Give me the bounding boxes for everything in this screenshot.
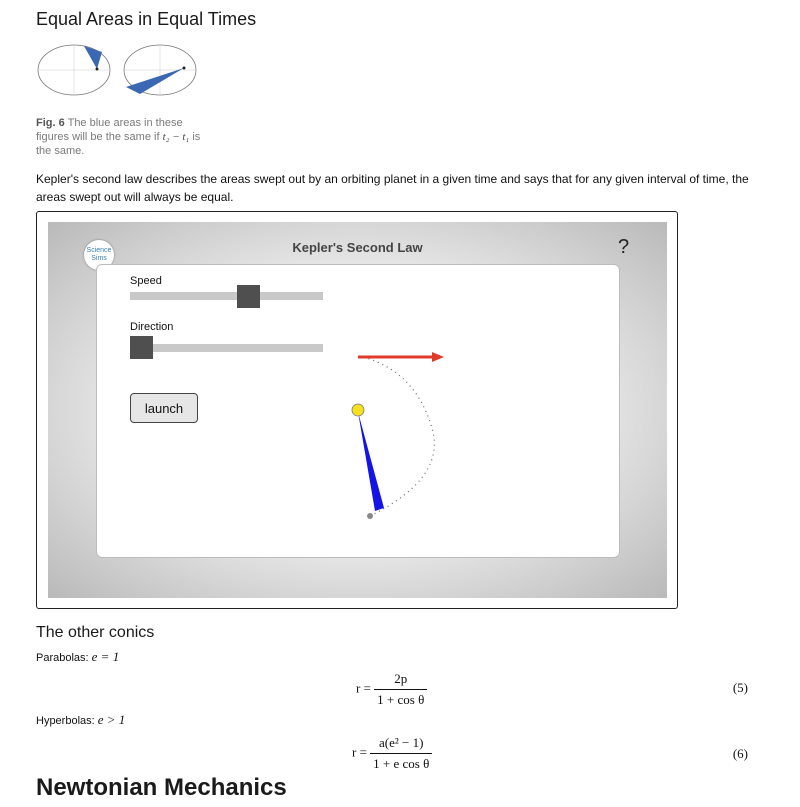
figure-caption [36, 116, 216, 158]
simulation-frame [36, 211, 678, 609]
planet-circle [352, 404, 364, 416]
eq5-numerator: 2p [374, 671, 427, 690]
ellipse-thumb-left [38, 45, 110, 95]
simulation-panel [96, 264, 620, 558]
eq6-lhs: r = [352, 744, 367, 760]
equation-6-number: (6) [732, 746, 748, 761]
eq6-numerator: a(e² − 1) [370, 735, 432, 754]
hyperbola-label: Hyperbolas: [36, 715, 95, 727]
section-heading-newtonian-mechanics: Newtonian Mechanics [36, 774, 287, 801]
parabola-line [36, 649, 119, 665]
speed-label: Speed [130, 275, 162, 287]
ellipse-thumb-right [124, 45, 196, 95]
equation-6 [352, 735, 432, 772]
section-heading-equal-areas: Equal Areas in Equal Times [36, 9, 257, 29]
launch-button[interactable]: launch [130, 393, 198, 423]
caption-text-end: is the same. [36, 131, 201, 157]
simulation-title: Kepler's Second Law [292, 240, 423, 255]
direction-label: Direction [130, 321, 174, 333]
sun-marker [367, 513, 373, 519]
eq6-fraction [370, 735, 432, 772]
parabola-label: Parabolas: [36, 652, 89, 664]
kepler-figure-thumbnails [36, 42, 200, 98]
eq5-denominator: 1 + cos θ [377, 692, 425, 707]
figure-label: Fig. 6 [36, 117, 65, 129]
hyperbola-condition: e > 1 [97, 712, 126, 727]
equation-5-number: (5) [732, 680, 748, 695]
eq5-lhs: r = [356, 680, 371, 696]
help-button[interactable]: ? [618, 236, 630, 258]
caption-math: t₂ − t₁ [162, 131, 190, 143]
section-heading-other-conics: The other conics [36, 624, 155, 641]
caption-text: The blue areas in these figures will be the same if [36, 117, 183, 143]
orbit-canvas [97, 265, 619, 557]
equation-5 [356, 671, 427, 708]
eq5-fraction [374, 671, 427, 708]
hyperbola-line [36, 712, 125, 728]
parabola-condition: e = 1 [91, 649, 120, 664]
velocity-arrow-head [432, 352, 444, 362]
intro-paragraph: Kepler's second law describes the areas swept out by an orbiting planet in a given time and says that for any given interval of time, the areas swept out will always be equal. [36, 172, 749, 204]
eq6-denominator: 1 + e cos θ [373, 756, 430, 771]
logo-line2: Sims [91, 255, 107, 262]
logo-line1: Science [86, 247, 112, 254]
simulation-background [48, 222, 667, 598]
swept-area-wedge [358, 412, 384, 511]
